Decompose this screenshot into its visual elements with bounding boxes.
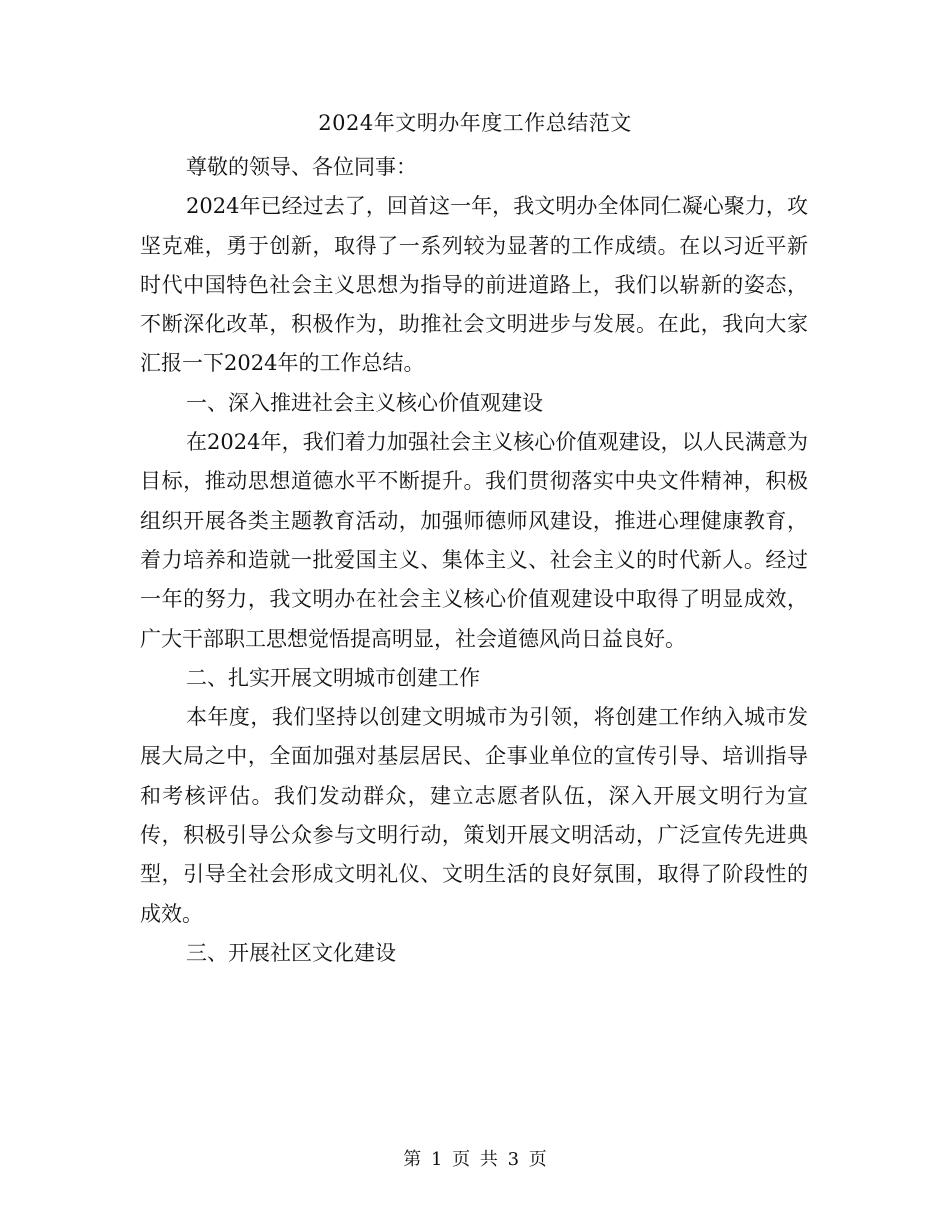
section-2-paragraph: 本年度，我们坚持以创建文明城市为引领，将创建工作纳入城市发展大局之中，全面加强对基层居民、企事业单位的宣传引导、培训指导和考核评估。我们发动群众，建立志愿者队伍，深入开展文明行为宣传，积极引导公众参与文明行动，策划开展文明活动，广泛宣传先进典型，引导全社会形成文明礼仪、文明生活的良好氛围，取得了阶段性的成效。 xyxy=(140,705,808,926)
section-3-heading: 三、开展社区文化建设 xyxy=(186,940,396,965)
intro-paragraph: 2024年已经过去了，回首这一年，我文明办全体同仁凝心聚力，攻坚克难，勇于创新，取得了一系列较为显著的工作成绩。在以习近平新时代中国特色社会主义思想为指导的前进道路上，我们以崭新的姿态，不断深化改革，积极作为，助推社会文明进步与发展。在此，我向大家汇报一下2024年的工作总结。 xyxy=(140,194,808,376)
document-body xyxy=(140,148,808,973)
page-number-footer: 第 1 页 共 3 页 xyxy=(403,1149,547,1170)
section-1-heading: 一、深入推进社会主义核心价值观建设 xyxy=(186,390,543,415)
section-2-heading: 二、扎实开展文明城市创建工作 xyxy=(186,665,480,690)
section-1-paragraph: 在2024年，我们着力加强社会主义核心价值观建设，以人民满意为目标，推动思想道德水平不断提升。我们贯彻落实中央文件精神，积极组织开展各类主题教育活动，加强师德师风建设，推进心理健康教育，着力培养和造就一批爱国主义、集体主义、社会主义的时代新人。经过一年的努力，我文明办在社会主义核心价值观建设中取得了明显成效，广大干部职工思想觉悟提高明显，社会道德风尚日益良好。 xyxy=(140,430,808,651)
document-title: 2024年文明办年度工作总结范文 xyxy=(318,111,632,135)
salutation: 尊敬的领导、各位同事： xyxy=(186,155,417,179)
